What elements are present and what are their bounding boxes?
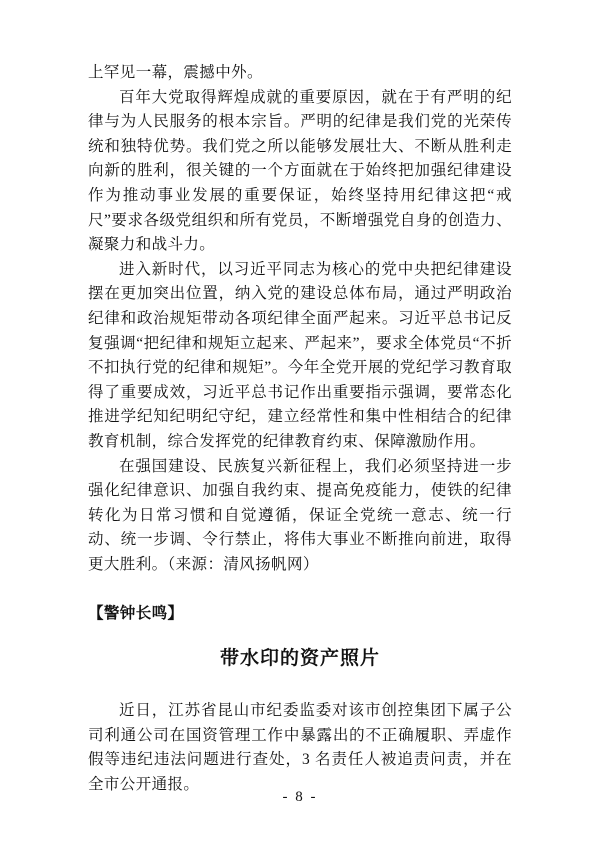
- article-title: 带水印的资产照片: [219, 648, 380, 670]
- paragraph-continuation: 上罕见一幕，震撼中外。: [88, 64, 263, 81]
- section-header: 【警钟长鸣】: [88, 605, 184, 623]
- article-paragraph: 近日，江苏省昆山市纪委监委对该市创控集团下属子公司利通公司在国资管理工作中暴露出的不正确履职、弄虚作假等违纪违法问题进行查处，3 名责任人被追责问责，并在全市公开通报。: [88, 702, 512, 793]
- paragraph: 在强国建设、民族复兴新征程上，我们必须坚持进一步强化纪律意识、加强自我约束、提高免疫能力，使铁的纪律转化为日常习惯和自觉遵循，保证全党统一意志、统一行动、统一步调、令行禁止，将伟大事业不断推向前进，取得更大胜利。（来源：清风扬帆网）: [88, 457, 512, 573]
- page-number: - 8 -: [282, 789, 318, 805]
- document-body: [88, 61, 512, 797]
- paragraph: 进入新时代，以习近平同志为核心的党中央把纪律建设摆在更加突出位置，纳入党的建设总体布局，通过严明政治纪律和政治规矩带动各项纪律全面严起来。习近平总书记反复强调“把纪律和规矩立起来、严起来”，要求全体党员“不折不扣执行党的纪律和规矩”。今年全党开展的党纪学习教育取得了重要成效，习近平总书记作出重要指示强调，要常态化推进学纪知纪明纪守纪，建立经常性和集中性相结合的纪律教育机制，综合发挥党的纪律教育约束、保障激励作用。: [88, 260, 512, 450]
- paragraph: 百年大党取得辉煌成就的重要原因，就在于有严明的纪律与为人民服务的根本宗旨。严明的纪律是我们党的光荣传统和独特优势。我们党之所以能够发展壮大、不断从胜利走向新的胜利，很关键的一个方面就在于始终把加强纪律建设作为推动事业发展的重要保证，始终坚持用纪律这把“戒尺”要求各级党组织和所有党员，不断增强党自身的创造力、凝聚力和战斗力。: [88, 88, 512, 254]
